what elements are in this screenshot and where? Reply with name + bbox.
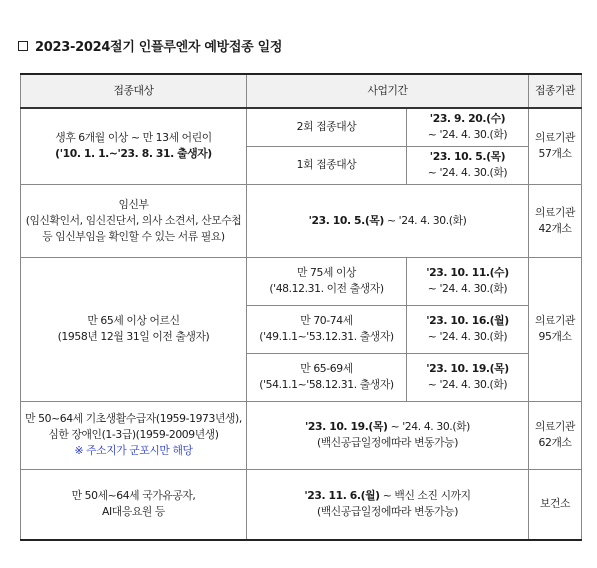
elderly-65-date-cell — [407, 353, 529, 401]
elderly-institution-cell — [529, 257, 582, 401]
elderly-75-date-start: '23. 10. 11.(수) — [426, 266, 509, 279]
merit-institution-cell: 보건소 — [529, 469, 582, 540]
square-box-icon — [18, 41, 28, 51]
children-dose2-label: 2회 접종대상 — [247, 108, 407, 146]
children-inst-line1: 의료기관 — [534, 131, 576, 145]
page-title: 2023-2024절기 인플루엔자 예방접종 일정 — [35, 40, 283, 55]
elderly-65-age: 만 65-69세 — [300, 362, 353, 375]
pregnant-inst-line2: 42개소 — [538, 221, 572, 235]
basic-inst-line1: 의료기관 — [534, 420, 576, 433]
table-row — [21, 108, 582, 146]
table-header-row — [21, 74, 582, 108]
pregnant-date-end: ~ '24. 4. 30.(화) — [383, 213, 467, 227]
basic-target-line1: 만 50~64세 기초생활수급자(1959-1973년생), — [25, 412, 242, 425]
elderly-target-line2: (1958년 12월 31일 이전 출생자) — [57, 330, 210, 343]
elderly-70-birth: ('49.1.1~'53.12.31. 출생자) — [259, 330, 394, 343]
pregnant-inst-line1: 의료기관 — [534, 205, 576, 219]
elderly-target-cell — [21, 257, 247, 401]
basic-target-line2: 심한 장애인(1-3급)(1959-2009년생) — [48, 428, 219, 441]
table-row — [21, 469, 582, 540]
pregnant-institution-cell — [529, 184, 582, 257]
merit-date-note: (백신공급일정에따라 변동가능) — [316, 505, 459, 519]
merit-target-line2: AI대응요원 등 — [102, 505, 165, 519]
vaccination-schedule-table — [20, 73, 582, 541]
merit-date-end: ~ 백신 소진 시까지 — [379, 489, 471, 503]
basic-target-note: ※ 주소지가 군포시만 해당 — [74, 444, 193, 457]
basic-institution-cell — [529, 401, 582, 469]
header-institution: 접종기관 — [529, 74, 582, 108]
elderly-75-date-end: ~ '24. 4. 30.(화) — [427, 282, 508, 295]
elderly-70-age: 만 70-74세 — [300, 314, 353, 327]
header-target: 접종대상 — [21, 74, 247, 108]
children-dose2-date-start: '23. 9. 20.(수) — [429, 112, 506, 126]
children-dose2-date-end: ~ '24. 4. 30.(화) — [427, 128, 508, 142]
merit-date-start: '23. 11. 6.(월) — [304, 489, 380, 503]
basic-inst-line2: 62개소 — [538, 436, 572, 449]
elderly-70-date-start: '23. 10. 16.(월) — [426, 314, 509, 327]
children-dose1-date-end: ~ '24. 4. 30.(화) — [427, 166, 508, 179]
elderly-75-birth: ('48.12.31. 이전 출생자) — [269, 282, 384, 295]
elderly-65-age-cell — [247, 353, 407, 401]
children-dose1-label: 1회 접종대상 — [247, 146, 407, 184]
pregnant-date-start: '23. 10. 5.(목) — [308, 213, 384, 227]
elderly-inst-line1: 의료기관 — [534, 314, 576, 327]
children-dose1-date-cell — [407, 146, 529, 184]
children-target-line1: 생후 6개월 이상 ~ 만 13세 어린이 — [55, 131, 212, 145]
merit-target-line1: 만 50세~64세 국가유공자, — [71, 489, 196, 503]
elderly-65-date-end: ~ '24. 4. 30.(화) — [427, 378, 508, 391]
elderly-inst-line2: 95개소 — [538, 330, 572, 343]
elderly-75-age: 만 75세 이상 — [296, 266, 357, 279]
pregnant-date-cell — [247, 184, 529, 257]
elderly-70-age-cell — [247, 305, 407, 353]
pregnant-target-line2: (임신확인서, 임신진단서, 의사 소견서, 산모수첩 등 임신부임을 확인할 수 있는 서류 필요) — [25, 213, 242, 243]
pregnant-target-line1: 임신부 — [118, 197, 149, 211]
page-title-row — [18, 36, 282, 55]
table-row — [21, 184, 582, 257]
basic-date-end: ~ '24. 4. 30.(화) — [387, 420, 470, 433]
elderly-70-date-cell — [407, 305, 529, 353]
basic-date-note: (백신공급일정에따라 변동가능) — [316, 436, 459, 449]
children-dose1-date-start: '23. 10. 5.(목) — [429, 150, 506, 163]
elderly-65-birth: ('54.1.1~'58.12.31. 출생자) — [259, 378, 394, 391]
table-row — [21, 401, 582, 469]
pregnant-target-cell — [21, 184, 247, 257]
basic-target-cell — [21, 401, 247, 469]
merit-target-cell — [21, 469, 247, 540]
children-inst-line2: 57개소 — [538, 147, 572, 161]
merit-date-cell — [247, 469, 529, 540]
header-period: 사업기간 — [247, 74, 529, 108]
elderly-75-age-cell — [247, 257, 407, 305]
children-target-line2: ('10. 1. 1.~'23. 8. 31. 출생자) — [55, 147, 212, 161]
basic-date-cell — [247, 401, 529, 469]
table-row — [21, 257, 582, 305]
elderly-target-line1: 만 65세 이상 어르신 — [87, 314, 180, 327]
children-institution-cell — [529, 108, 582, 184]
elderly-75-date-cell — [407, 257, 529, 305]
basic-date-start: '23. 10. 19.(목) — [305, 420, 388, 433]
children-target-cell — [21, 108, 247, 184]
elderly-65-date-start: '23. 10. 19.(목) — [426, 362, 509, 375]
children-dose2-date-cell — [407, 108, 529, 146]
elderly-70-date-end: ~ '24. 4. 30.(화) — [427, 330, 508, 343]
